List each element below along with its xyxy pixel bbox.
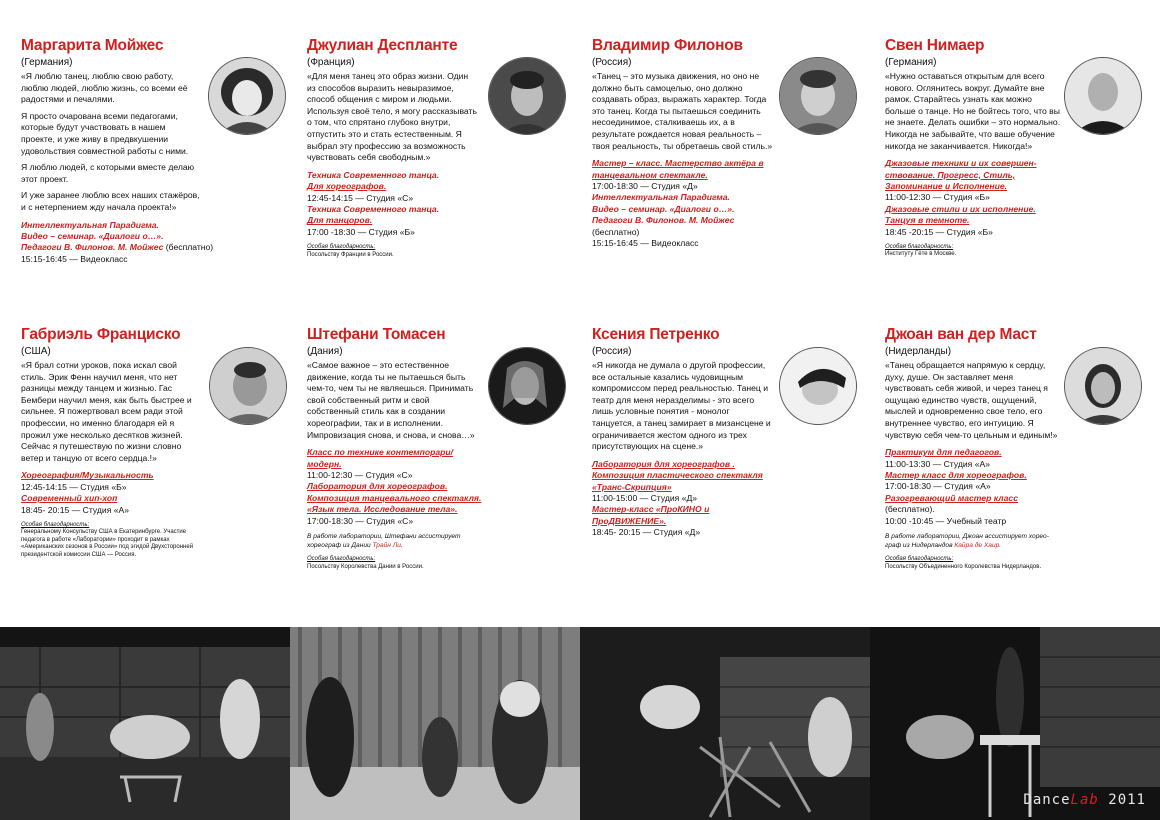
teacher-name: Свен Нимаер: [885, 37, 985, 54]
portrait-photo: [488, 347, 566, 425]
teacher-quote: «Я никогда не думала о другой профессии, все остальные казались чудовищным компромиссом перед реальностью. Танец и театр для меня неразделимы - это всего лишь условные понятия - монолог танцуется, а танец замирает в мизансцене и ограничивается жестом одного из трех присутствующих на сцене.»: [592, 360, 771, 452]
teacher-name: Маргарита Мойжес: [21, 37, 164, 54]
teacher-quote: «Танец обращается напрямую к сердцу, духу, душе. Он заставляет меня чувствовать себя живой, и через танец я ощущаю единство чувств, ощущений, мыслей и одновременно свое тело, его внутреннее чувство, его интуицию. Я чувствую себя чем-то цельным и единым!»: [885, 360, 1058, 440]
teacher-quote: «Для меня танец это образ жизни. Один из способов выразить невыразимое, способ общения с миром и людьми. Используя своё тело, я могу рассказывать о том, что спрятано глубоко внутри, отпустить это и стать естественным. Я выбрал эту профессию за возможность чувствовать себя свободным.»: [307, 71, 477, 163]
teacher-country: (Россия): [592, 57, 632, 68]
schedule: Техника Современного танца. Для хореографов. 12:45-14:15 — Студия «С» Техника Современного танца. Для танцоров. 17:00 -18:30 — Студия «Б»: [307, 169, 440, 237]
teacher-quote: «Нужно оставаться открытым для всего нового. Оглянитесь вокруг. Думайте вне рамок. Старайтесь узнать как можно больше о танце. Но не бойтесь того, что вы не знаете. Делать ошибки – это нормально. Никогда не забывайте, что ваше обучение никогда не заканчивается. Никогда!»: [885, 71, 1061, 151]
portrait-photo: [779, 57, 857, 135]
teacher-country: (Франция): [307, 57, 355, 68]
schedule: Лаборатория для хореографов . Композиция пластического спектакля «Транс-Скрипция» 11:00-15:00 — Студия «Д» Мастер-класс «ПроКИНО и ПроДВИЖЕНИЕ». 18:45- 20:15 — Студия «Д»: [592, 458, 763, 538]
special-thanks: Особая благодарность: Посольству Королевства Дании в России.: [307, 556, 424, 570]
teacher-quote: «Самое важное – это естественное движение, когда ты не пытаешься быть чем-то, чем ты не являешься. Принимать свой собственный ритм и свой собственный стиль как в создании хореографии, так и в исполнении. Импровизация снова, и снова, и снова…»: [307, 360, 475, 440]
assistant-note: В работе лаборатории, Джоан ассистирует хорео-граф из Нидерландов Кайра де Хаир.: [885, 533, 1049, 549]
performance-photo-strip: [0, 627, 1160, 820]
teacher-country: (Нидерланды): [885, 346, 952, 357]
special-thanks: Особая благодарность: Генеральному Консульству США в Екатеринбурге. Участие педагога в работе «Лаборатории» проходит в рамках «Американских сезонов в России» под эгидой Двухсторонней президентской комиссии США — Россия.: [21, 521, 194, 558]
teacher-quote: «Танец – это музыка движения, но оно не должно быть самоцелью, оно должно создавать образ, выражать характер. Тогда это танец. Когда ты пытаешься соединить несоединимое, сталкиваешь их, а в результате рождается новая реальность – твоя реальность, ты обретаешь свой стиль.»: [592, 71, 773, 151]
teacher-quote: «Я брал сотни уроков, пока искал свой стиль. Эрик Фенн научил меня, что нет разницы между танцем и жизнью. Гас Бембери научил меня, как быть быстрее и сильнее. Я пожертвовал всем ради этой профессии, но именно благодаря ей я прожил уже несколько десятков жизней. Сейчас я путешествую по жизни словно ветер и танцую от всего сердца.!»: [21, 360, 192, 463]
teacher-name: Габриэль Франциско: [21, 326, 181, 343]
schedule: Мастер – класс. Мастерство актёра в танцевальном спектакле. 17:00-18:30 — Студия «Д» Интеллектуальная Парадигма. Видео – семинар. «Диалоги о…». Педагоги В. Филонов. М. Мойжес (бесплатно) 15:15-16:45 — Видеокласс: [592, 158, 764, 248]
special-thanks: Особая благодарность: Посольству Объединенного Королевства Нидерландов.: [885, 556, 1042, 570]
dancelab-logo: DanceLab 2011: [1023, 792, 1146, 808]
schedule: Интеллектуальная Парадигма. Видео – семинар. «Диалоги о…». Педагоги В. Филонов. М. Мойжес (бесплатно) 15:15-16:45 — Видеокласс: [21, 219, 214, 264]
teacher-name: Штефани Томасен: [307, 326, 446, 343]
portrait-photo: [209, 347, 287, 425]
schedule: Класс по технике контемпорари/модерн. 11:00-12:30 — Студия «С» Лаборатория для хореографов. Композиция танцевального спектакля. «Язык тела. Исследование тела». 17:00-18:30 — Студия «С»: [307, 447, 482, 526]
teacher-name: Джоан ван дер Маст: [885, 326, 1037, 343]
teacher-name: Ксения Петренко: [592, 326, 720, 343]
schedule: Джазовые техники и их совершен-ствование. Прогресс, Стиль, Запоминание и Исполнение. 11:00-12:30 — Студия «Б» Джазовые стили и их исполнение. Танцуя в темноте. 18:45 -20:15 — Студия «Б»: [885, 158, 1037, 237]
teacher-quote: «Я люблю танец, люблю свою работу, люблю людей, люблю жизнь, со всеми её радостями и печалями. Я просто очарована всеми педагогами, которые будут участвовать в нашем проекте, и уже живу в предвкушении удовольствия совместной работы с ними. Я люблю людей, с которыми вместе делаю этот проект. И уже заранее люблю всех наших стажёров, и с нетерпением жду начала проекта!»: [21, 71, 200, 212]
special-thanks: Особая благодарность: Институту Гёте в Москве.: [885, 244, 957, 258]
portrait-photo: [779, 347, 857, 425]
portrait-photo: [208, 57, 286, 135]
teacher-country: (Россия): [592, 346, 632, 357]
portrait-photo: [1064, 347, 1142, 425]
portrait-photo: [488, 57, 566, 135]
special-thanks: Особая благодарность: Посольству Франции в России.: [307, 244, 394, 258]
performance-photo: [0, 627, 290, 820]
performance-photo: [580, 627, 870, 820]
performance-photo: [290, 627, 580, 820]
schedule: Хореография/Музыкальность 12:45-14:15 — Студия «Б» Современный хип-хоп 18:45- 20:15 — Студия «А»: [21, 470, 154, 515]
assistant-note: В работе лаборатории, Штефани ассистирует хореограф из Дании Трайн Ли.: [307, 533, 461, 549]
teacher-country: (Дания): [307, 346, 343, 357]
teacher-name: Джулиан Десплантe: [307, 37, 458, 54]
teacher-country: (Германия): [21, 57, 73, 68]
teacher-name: Владимир Филонов: [592, 37, 743, 54]
portrait-photo: [1064, 57, 1142, 135]
schedule: Практикум для педагогов. 11:00-13:30 — Студия «А» Мастер класс для хореографов. 17:00-18:30 — Студия «А» Разогревающий мастер класс (бесплатно). 10:00 -10:45 — Учебный театр: [885, 447, 1027, 526]
teacher-country: (Германия): [885, 57, 937, 68]
teacher-country: (США): [21, 346, 51, 357]
